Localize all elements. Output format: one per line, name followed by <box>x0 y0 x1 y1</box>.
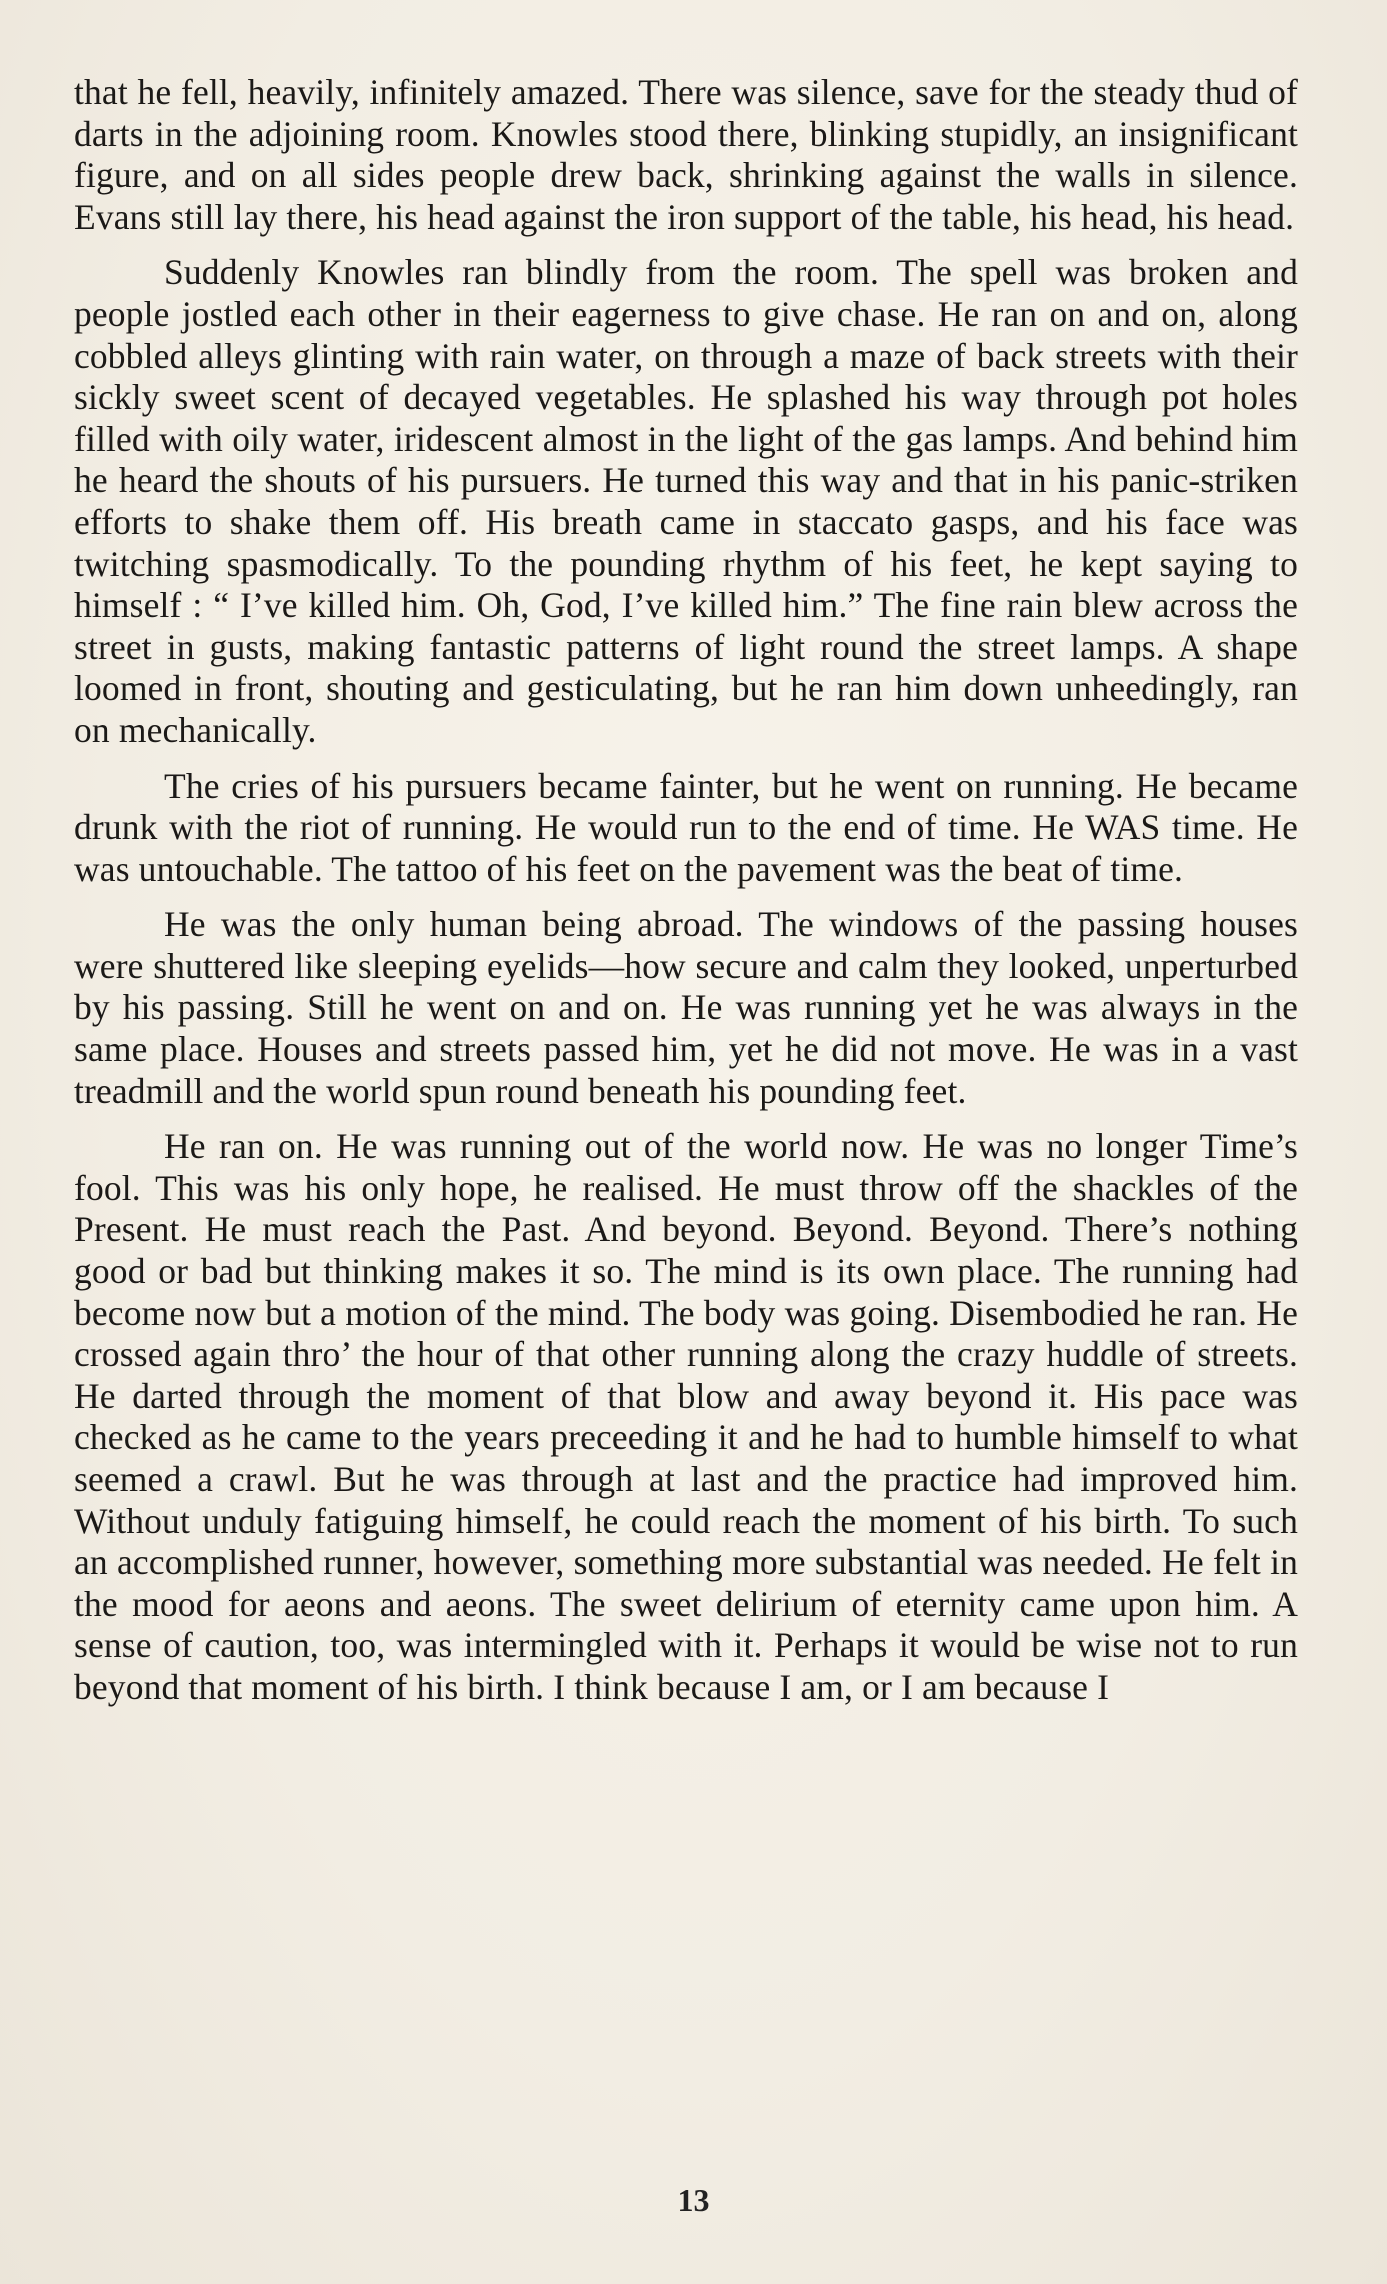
paragraph-4: He was the only human being abroad. The windows of the passing houses were shuttered like sleeping eyelids—how secure and calm they looked, unperturbed by his passing. Still he went on and on. He was running yet he was always in the same place. Houses and streets passed him, yet he did not move. He was in a vast treadmill and the world spun round beneath his pounding feet. <box>74 904 1298 1111</box>
page-number: 13 <box>677 2182 710 2218</box>
paragraph-5: He ran on. He was running out of the world now. He was no longer Time’s fool. This was his only hope, he realised. He must throw off the shackles of the Present. He must reach the Past. And beyond. Beyond. Beyond. There’s nothing good or bad but thinking makes it so. The mind is its own place. The running had become now but a motion of the mind. The body was going. Disembodied he ran. He crossed again thro’ the hour of that other running along the crazy huddle of streets. He darted through the moment of that blow and away beyond it. His pace was checked as he came to the years preceeding it and he had to humble himself to what seemed a crawl. But he was through at last and the practice had improved him. Without unduly fatiguing himself, he could reach the moment of his birth. To such an accomplished runner, however, something more substantial was needed. He felt in the mood for aeons and aeons. The sweet delirium of eternity came upon him. A sense of caution, too, was intermingled with it. Perhaps it would be wise not to run beyond that moment of his birth. I think because I am, or I am because I <box>74 1126 1298 1707</box>
body-text <box>74 72 1298 1709</box>
paragraph-2: Suddenly Knowles ran blindly from the room. The spell was broken and people jostled each other in their eagerness to give chase. He ran on and on, along cobbled alleys glinting with rain water, on through a maze of back streets with their sickly sweet scent of decayed vegetables. He splashed his way through pot holes filled with oily water, iridescent almost in the light of the gas lamps. And behind him he heard the shouts of his pursuers. He turned this way and that in his panic-striken efforts to shake them off. His breath came in staccato gasps, and his face was twitching spasmodically. To the pounding rhythm of his feet, he kept saying to himself : “ I’ve killed him. Oh, God, I’ve killed him.” The fine rain blew across the street in gusts, making fantastic patterns of light round the street lamps. A shape loomed in front, shouting and gesticulating, but he ran him down unheedingly, ran on mechanically. <box>74 252 1298 750</box>
paragraph-1: that he fell, heavily, infinitely amazed. There was silence, save for the steady thud of darts in the adjoining room. Knowles stood there, blinking stupidly, an insignificant figure, and on all sides people drew back, shrinking against the walls in silence. Evans still lay there, his head against the iron support of the table, his head, his head. <box>74 72 1298 237</box>
paragraph-3: The cries of his pursuers became fainter, but he went on running. He became drunk with the riot of running. He would run to the end of time. He WAS time. He was untouchable. The tattoo of his feet on the pavement was the beat of time. <box>74 765 1298 889</box>
